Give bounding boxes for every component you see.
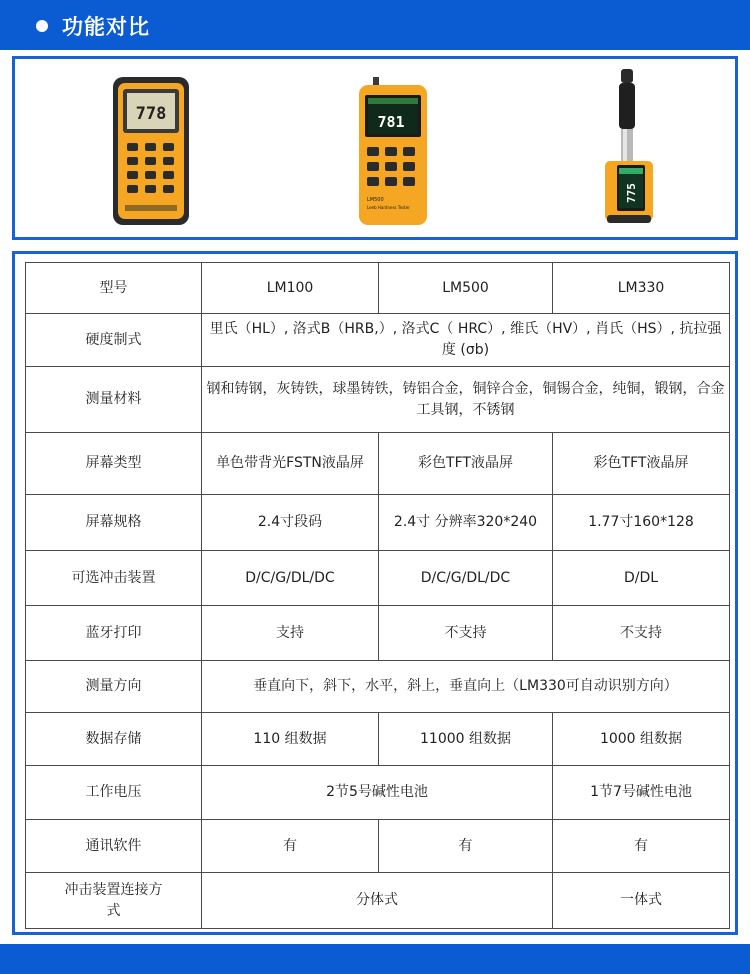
comparison-table xyxy=(25,262,730,929)
spec-table-panel xyxy=(12,251,738,935)
lm100-screen-readout: 778 xyxy=(135,104,167,124)
row-value: D/C/G/DL/DC xyxy=(379,551,553,606)
row-value: 不支持 xyxy=(379,606,553,661)
row-value: 1节7号碱性电池 xyxy=(553,766,730,820)
device-lm500-image xyxy=(355,77,431,227)
row-value: 钢和铸钢，灰铸铁，球墨铸铁，铸铝合金，铜锌合金，铜锡合金，纯铜，锻钢，合金工具钢，不锈钢 xyxy=(202,367,730,433)
row-value: 有 xyxy=(379,820,553,873)
product-images-panel xyxy=(12,56,738,240)
table-row xyxy=(26,551,730,606)
lm500-screen-readout: 781 xyxy=(377,113,405,131)
row-value: 110 组数据 xyxy=(202,713,379,766)
row-value: 里氏（HL）, 洛式B（HRB,）, 洛式C（ HRC）, 维氏（HV）, 肖氏（HS）, 抗拉强度 (σb) xyxy=(202,314,730,367)
lm500-brand: LM500 xyxy=(367,197,384,203)
device-lm330-image xyxy=(593,67,663,229)
table-row xyxy=(26,766,730,820)
model-cell: LM330 xyxy=(553,263,730,314)
table-row xyxy=(26,873,730,929)
table-row xyxy=(26,713,730,766)
footer-bar xyxy=(0,944,750,974)
row-value: 分体式 xyxy=(202,873,553,929)
row-value: 2.4寸段码 xyxy=(202,495,379,551)
table-row xyxy=(26,367,730,433)
row-value: 2节5号碱性电池 xyxy=(202,766,553,820)
row-value: 有 xyxy=(202,820,379,873)
table-row xyxy=(26,433,730,495)
table-row xyxy=(26,661,730,713)
row-value: 不支持 xyxy=(553,606,730,661)
table-row xyxy=(26,606,730,661)
lm330-screen-readout: 775 xyxy=(625,183,638,203)
row-label: 测量材料 xyxy=(26,367,202,433)
section-title: 功能对比 xyxy=(62,15,150,39)
lm500-caption: Leeb Hardness Tester xyxy=(367,205,410,210)
row-label: 工作电压 xyxy=(26,766,202,820)
row-value: 1.77寸160*128 xyxy=(553,495,730,551)
row-value: 一体式 xyxy=(553,873,730,929)
section-header xyxy=(0,0,750,50)
table-row xyxy=(26,314,730,367)
row-value: 11000 组数据 xyxy=(379,713,553,766)
row-label: 数据存储 xyxy=(26,713,202,766)
header-label-cell: 型号 xyxy=(26,263,202,314)
table-row xyxy=(26,263,730,314)
row-value: 彩色TFT液晶屏 xyxy=(553,433,730,495)
row-value: 支持 xyxy=(202,606,379,661)
table-row xyxy=(26,495,730,551)
device-lm100-image xyxy=(111,75,191,227)
row-label: 可选冲击装置 xyxy=(26,551,202,606)
row-label: 屏幕规格 xyxy=(26,495,202,551)
row-value: 有 xyxy=(553,820,730,873)
row-value: 1000 组数据 xyxy=(553,713,730,766)
row-value: 2.4寸 分辨率320*240 xyxy=(379,495,553,551)
row-value: 垂直向下，斜下，水平，斜上，垂直向上（LM330可自动识别方向） xyxy=(202,661,730,713)
row-label: 硬度制式 xyxy=(26,314,202,367)
table-row xyxy=(26,820,730,873)
row-value: D/C/G/DL/DC xyxy=(202,551,379,606)
row-value: 彩色TFT液晶屏 xyxy=(379,433,553,495)
row-value: 单色带背光FSTN液晶屏 xyxy=(202,433,379,495)
row-label: 屏幕类型 xyxy=(26,433,202,495)
row-label: 冲击装置连接方式 xyxy=(26,873,202,929)
model-cell: LM100 xyxy=(202,263,379,314)
row-label: 测量方向 xyxy=(26,661,202,713)
bullet-icon xyxy=(36,20,48,32)
model-cell: LM500 xyxy=(379,263,553,314)
row-label: 蓝牙打印 xyxy=(26,606,202,661)
row-label: 通讯软件 xyxy=(26,820,202,873)
row-value: D/DL xyxy=(553,551,730,606)
